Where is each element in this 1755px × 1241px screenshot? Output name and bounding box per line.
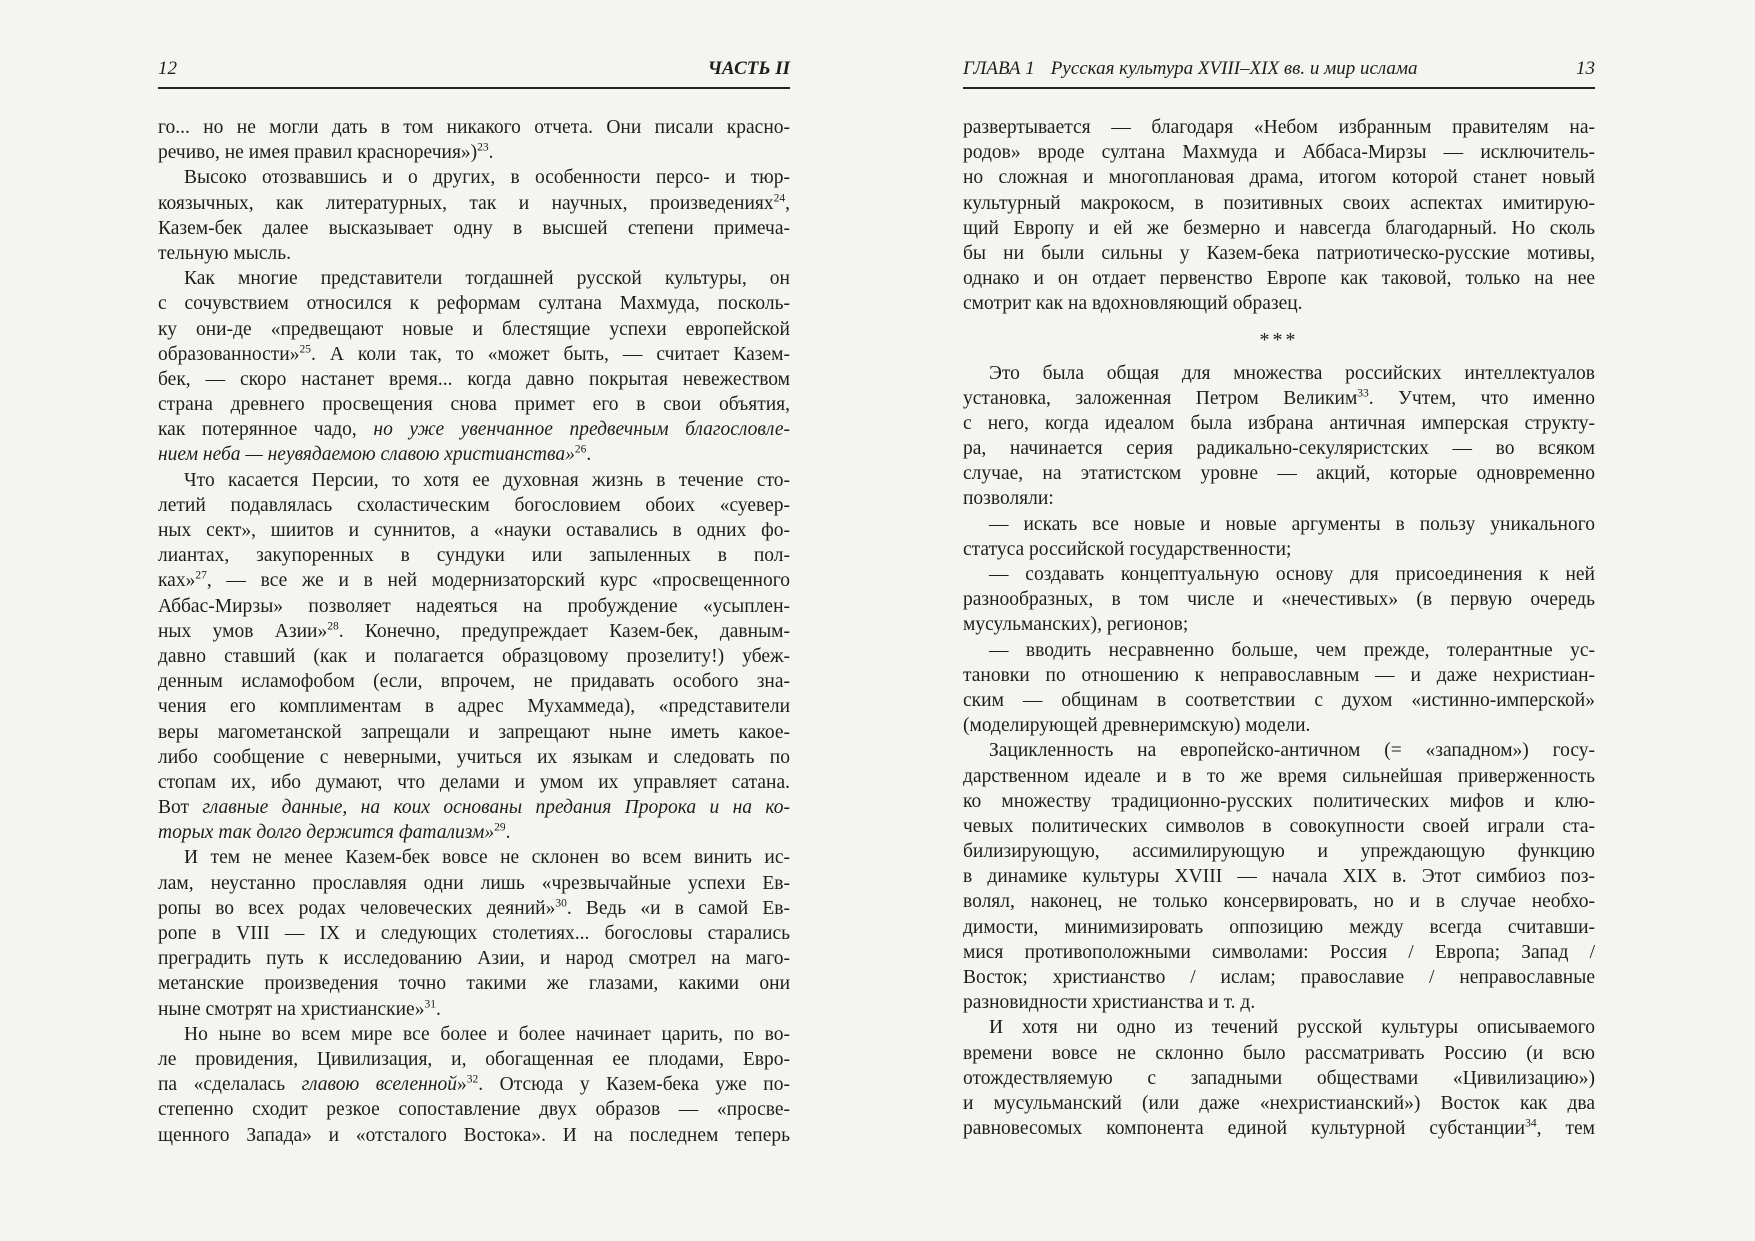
text-run: волял, наконец, не только консервировать, но и в случае необхо- bbox=[963, 891, 1595, 913]
text-run: Но ныне во всем мире все более и более начинает царить, по во- bbox=[184, 1023, 790, 1045]
text-run: Вот bbox=[158, 797, 203, 819]
text-run: и мусульманский (или даже «нехристианский») Восток как два bbox=[963, 1092, 1595, 1114]
text-run: . Учтем, что именно bbox=[1368, 387, 1595, 409]
footnote-ref: 26 bbox=[574, 443, 587, 456]
text-line bbox=[963, 266, 1595, 291]
text-run: го... но не могли дать в том никакого отчета. Они писали красно- bbox=[158, 117, 790, 138]
text-run: ропы во всех родах человеческих деяний» bbox=[158, 897, 556, 919]
text-run: давно ставший (как и полагается образцовому прозелиту!) убеж- bbox=[158, 645, 790, 667]
text-line bbox=[963, 940, 1595, 965]
text-run: нием неба — неувядаемою славою христианства» bbox=[158, 444, 575, 466]
text-line bbox=[963, 165, 1595, 190]
text-run: денным исламофобом (если, впрочем, не придавать особого зна- bbox=[158, 671, 790, 693]
chapter-title: Русская культура XVIII–XIX вв. и мир ислама bbox=[1050, 58, 1418, 79]
text-run: веры магометанской запрещали и запрещают ныне иметь какое- bbox=[158, 721, 790, 743]
text-run: па «сделалась bbox=[158, 1074, 302, 1096]
text-run: торых так долго держится фатализм» bbox=[158, 822, 495, 844]
text-run: — искать все новые и новые аргументы в пользу уникального bbox=[989, 513, 1595, 535]
text-run: либо сообщение с неверными, учиться их языкам и следовать по bbox=[158, 746, 790, 768]
running-title-chapter bbox=[963, 58, 1418, 80]
text-run: . bbox=[505, 822, 511, 844]
text-line bbox=[963, 1116, 1595, 1141]
right-page-body bbox=[963, 115, 1595, 1141]
text-run: но уже увенчанное предвечным благословле- bbox=[373, 419, 791, 441]
text-run: лиантах, закупоренных в сундуки или запыленных в пол- bbox=[158, 545, 790, 567]
text-run: . bbox=[586, 444, 592, 466]
text-line bbox=[158, 191, 790, 216]
text-run: Казем-бек далее высказывает одну в высшей степени примеча- bbox=[158, 217, 790, 239]
text-run: но сложная и многоплановая драма, итогом которой станет новый bbox=[963, 167, 1595, 189]
text-run: Как многие представители тогдашней русской культуры, он bbox=[184, 268, 790, 290]
text-line bbox=[963, 738, 1595, 763]
footnote-ref: 32 bbox=[466, 1073, 479, 1086]
text-run: — вводить несравненно больше, чем прежде, толерантные ус- bbox=[989, 639, 1595, 661]
text-line bbox=[158, 720, 790, 745]
text-line bbox=[963, 1015, 1595, 1040]
page-number-left: 12 bbox=[158, 58, 177, 79]
text-line bbox=[158, 619, 790, 644]
text-run: чения его комплиментам в адрес Мухаммеда), «представители bbox=[158, 696, 790, 718]
text-line bbox=[963, 241, 1595, 266]
text-run: культурный макрокосм, в позитивных своих аспектах имитирую- bbox=[963, 192, 1595, 214]
text-run: Высоко отозвавшись и о других, в особенности персо- и тюр- bbox=[184, 167, 790, 189]
running-title-part: ЧАСТЬ II bbox=[707, 58, 790, 79]
text-run: димости, минимизировать оппозицию между всегда считавши- bbox=[963, 916, 1595, 938]
text-line bbox=[158, 543, 790, 568]
text-run: лам, неустанно прославляя одни лишь «чрезвычайные успехи Ев- bbox=[158, 872, 790, 894]
text-line bbox=[963, 216, 1595, 241]
footnote-ref: 24 bbox=[773, 192, 786, 205]
text-run: ра, начинается серия радикально-секуляристских — во всяком bbox=[963, 438, 1595, 460]
text-line bbox=[963, 663, 1595, 688]
text-run: . Отсюда у Казем-бека уже по- bbox=[478, 1074, 790, 1096]
text-run: степенно сходит резкое сопоставление двух образов — «просве- bbox=[158, 1099, 790, 1121]
text-run: ку они-де «предвещают новые и блестящие успехи европейской bbox=[158, 318, 790, 340]
text-line bbox=[158, 644, 790, 669]
footnote-ref: 34 bbox=[1525, 1117, 1537, 1130]
text-line bbox=[158, 140, 790, 165]
text-run: И тем не менее Казем-бек вовсе не склонен во всем винить ис- bbox=[184, 847, 790, 869]
text-line bbox=[158, 518, 790, 543]
text-line bbox=[963, 411, 1595, 436]
text-line bbox=[158, 997, 790, 1022]
text-run: коязычных, как литературных, так и научных, произведениях bbox=[158, 192, 774, 214]
text-run: родов» вроде султана Махмуда и Аббаса-Мирзы — исключитель- bbox=[963, 142, 1595, 164]
text-line bbox=[158, 241, 790, 266]
text-run: ках» bbox=[158, 570, 196, 592]
text-line bbox=[158, 317, 790, 342]
text-line bbox=[158, 165, 790, 190]
text-line bbox=[963, 291, 1595, 316]
text-run: — создавать концептуальную основу для присоединения к ней bbox=[989, 564, 1595, 585]
book-page-left bbox=[158, 0, 790, 1148]
text-line bbox=[158, 417, 790, 442]
text-line bbox=[158, 871, 790, 896]
text-line bbox=[963, 764, 1595, 789]
text-run: преградить путь к исследованию Азии, и народ смотрел на маго- bbox=[158, 948, 790, 970]
text-line bbox=[158, 1097, 790, 1122]
text-line bbox=[158, 921, 790, 946]
text-line bbox=[963, 361, 1595, 386]
text-line bbox=[158, 896, 790, 921]
text-line bbox=[158, 1047, 790, 1072]
footnote-ref: 23 bbox=[477, 141, 489, 154]
text-line bbox=[963, 839, 1595, 864]
text-line bbox=[158, 694, 790, 719]
page-number-right: 13 bbox=[1576, 58, 1595, 79]
text-line bbox=[158, 745, 790, 770]
text-run: статуса российской государственности; bbox=[963, 538, 1292, 560]
text-run: смотрит как на вдохновляющий образец. bbox=[963, 293, 1303, 315]
text-run: Зацикленность на европейско-античном (= «западном») госу- bbox=[989, 740, 1595, 762]
text-run: однако и он отдает первенство Европе как таковой, только на нее bbox=[963, 268, 1595, 290]
text-run: стопам их, ибо думают, что делами и умом их управляет сатана. bbox=[158, 771, 790, 793]
text-line bbox=[158, 367, 790, 392]
text-line bbox=[158, 795, 790, 820]
text-run: разнообразных, в том числе и «нечестивых» (в первую очередь bbox=[963, 589, 1595, 611]
text-run: . bbox=[435, 998, 441, 1020]
text-run: с него, когда идеалом была избрана античная имперская структу- bbox=[963, 412, 1595, 434]
text-run: ныне смотрят на христианские» bbox=[158, 998, 425, 1020]
text-run: щенного Запада» и «отсталого Востока». И на последнем теперь bbox=[158, 1124, 790, 1146]
footnote-ref: 28 bbox=[327, 620, 339, 633]
text-line bbox=[963, 965, 1595, 990]
text-line bbox=[158, 216, 790, 241]
text-line bbox=[158, 1072, 790, 1097]
text-line bbox=[158, 1123, 790, 1148]
text-run: дарственном идеале и в то же время сильнейшая приверженность bbox=[963, 765, 1595, 787]
text-line bbox=[963, 140, 1595, 165]
text-run: ко множеству традиционно-русских политических мифов и клю- bbox=[963, 790, 1595, 812]
text-line bbox=[963, 191, 1595, 216]
text-run: (моделирующей древнеримскую) модели. bbox=[963, 715, 1311, 737]
text-run: ных умов Азии» bbox=[158, 620, 328, 642]
text-run: мися противоположными символами: Россия / Европа; Запад / bbox=[963, 941, 1595, 963]
text-run: чевых политических символов в совокупности своей играли ста- bbox=[963, 815, 1595, 837]
text-run: . А коли так, то «может быть, — считает Казем- bbox=[311, 343, 790, 365]
footnote-ref: 30 bbox=[555, 897, 567, 910]
right-page-header bbox=[963, 58, 1595, 89]
text-line bbox=[158, 291, 790, 316]
text-run: ропе в VIII — IX и следующих столетиях... богословы старались bbox=[158, 923, 790, 944]
text-line bbox=[158, 845, 790, 870]
text-line bbox=[963, 864, 1595, 889]
footnote-ref: 27 bbox=[195, 569, 207, 582]
text-line bbox=[963, 713, 1595, 738]
text-run: случае, на этатистском уровне — акций, которые одновременно bbox=[963, 463, 1595, 485]
text-line bbox=[963, 115, 1595, 140]
text-line bbox=[158, 468, 790, 493]
text-line bbox=[963, 486, 1595, 511]
text-run: в динамике культуры XVIII — начала XIX в. Этот симбиоз поз- bbox=[963, 866, 1595, 888]
section-separator: *** bbox=[1259, 328, 1299, 351]
text-run: метанские произведения точно такими же глазами, какими они bbox=[158, 973, 790, 995]
text-line bbox=[158, 820, 790, 845]
chapter-label: ГЛАВА 1 bbox=[963, 58, 1035, 79]
text-run: . bbox=[488, 142, 494, 164]
text-line bbox=[963, 1091, 1595, 1116]
text-run: , — все же и в ней модернизаторский курс «просвещенного bbox=[206, 570, 790, 592]
text-line bbox=[158, 770, 790, 795]
book-page-right bbox=[963, 0, 1595, 1141]
text-run: главные данные, на коих основаны предания Пророка и на ко- bbox=[202, 797, 790, 819]
text-line bbox=[158, 669, 790, 694]
text-run: . Конечно, предупреждает Казем-бек, давным- bbox=[338, 620, 791, 642]
text-run: тановки по отношению к неправославным — и даже нехристиан- bbox=[963, 664, 1595, 686]
text-line bbox=[158, 392, 790, 417]
text-run: равновесомых компонента единой культурной субстанции bbox=[963, 1118, 1526, 1140]
text-run: щий Европу и ей же безмерно и навсегда благодарный. Но сколь bbox=[963, 217, 1595, 239]
text-run: И хотя ни одно из течений русской культуры описываемого bbox=[989, 1017, 1595, 1039]
text-line bbox=[158, 568, 790, 593]
text-line bbox=[963, 638, 1595, 663]
text-line bbox=[963, 512, 1595, 537]
text-run: , bbox=[785, 192, 790, 214]
text-run: как потерянное чадо, bbox=[158, 419, 374, 441]
text-run: образованности» bbox=[158, 343, 300, 365]
text-line bbox=[963, 789, 1595, 814]
footnote-ref: 25 bbox=[299, 343, 311, 356]
text-run: ных сект», шиитов и суннитов, а «науки оставались в одних фо- bbox=[158, 520, 790, 541]
text-run: главою вселенной bbox=[301, 1074, 457, 1096]
text-line bbox=[963, 814, 1595, 839]
text-line bbox=[963, 889, 1595, 914]
text-run: Восток; христианство / ислам; православие / неправославные bbox=[963, 967, 1595, 988]
text-line bbox=[158, 115, 790, 140]
footnote-ref: 33 bbox=[1357, 387, 1369, 400]
text-run: Это была общая для множества российских интеллектуалов bbox=[989, 362, 1595, 384]
text-run: . Ведь «и в самой Ев- bbox=[566, 897, 790, 919]
text-run: , тем bbox=[1536, 1118, 1595, 1140]
text-run: летий подавлялась схоластическим богословием обоих «суевер- bbox=[158, 494, 790, 516]
text-run: тельную мысль. bbox=[158, 242, 292, 264]
text-line bbox=[158, 342, 790, 367]
text-line bbox=[963, 915, 1595, 940]
text-line bbox=[963, 688, 1595, 713]
text-line bbox=[963, 436, 1595, 461]
text-run: развертывается — благодаря «Небом избранным правителям на- bbox=[963, 117, 1595, 138]
text-line bbox=[963, 386, 1595, 411]
text-run: установка, заложенная Петром Великим bbox=[963, 387, 1358, 409]
text-line bbox=[963, 612, 1595, 637]
text-line bbox=[963, 1066, 1595, 1091]
left-page-header bbox=[158, 58, 790, 89]
left-page-body bbox=[158, 115, 790, 1148]
footnote-ref: 29 bbox=[494, 821, 506, 834]
text-run: Аббас-Мирзы» позволяет надеяться на пробуждение «усыплен- bbox=[158, 595, 790, 617]
text-line bbox=[158, 946, 790, 971]
footnote-ref: 31 bbox=[424, 998, 436, 1011]
text-run: бек, — скоро настанет время... когда давно покрытая невежеством bbox=[158, 368, 790, 390]
text-run: страна древнего просвещения снова примет его в свои объятия, bbox=[158, 394, 790, 416]
text-line bbox=[158, 1022, 790, 1047]
text-run: времени вовсе не склонно было рассматривать Россию (и всю bbox=[963, 1042, 1595, 1064]
text-run: бы ни были сильны у Казем-бека патриотическо-русские мотивы, bbox=[963, 242, 1595, 264]
text-line bbox=[158, 971, 790, 996]
text-line bbox=[158, 442, 790, 467]
text-run: ле провидения, Цивилизация, и, обогащенная ее плодами, Евро- bbox=[158, 1048, 790, 1070]
text-line bbox=[963, 537, 1595, 562]
text-line bbox=[963, 1041, 1595, 1066]
text-line bbox=[158, 266, 790, 291]
text-run: отождествляемую с западными обществами «Цивилизацию») bbox=[963, 1067, 1595, 1089]
text-line bbox=[963, 461, 1595, 486]
text-line bbox=[963, 562, 1595, 587]
text-line bbox=[158, 594, 790, 619]
text-run: билизирующую, ассимилирующую и упреждающую функцию bbox=[963, 841, 1595, 863]
text-run: с сочувствием относился к реформам султана Махмуда, посколь- bbox=[158, 293, 790, 315]
text-run: Что касается Персии, то хотя ее духовная жизнь в течение сто- bbox=[184, 469, 790, 491]
text-line bbox=[963, 587, 1595, 612]
text-run: ским — общинам в соответствии с духом «истинно-имперской» bbox=[963, 689, 1595, 711]
text-run: » bbox=[457, 1074, 467, 1096]
text-run: разновидности христианства и т. д. bbox=[963, 992, 1256, 1014]
text-run: речиво, не имея правил красноречия») bbox=[158, 142, 478, 164]
text-run: мусульманских), регионов; bbox=[963, 614, 1189, 636]
text-line bbox=[158, 493, 790, 518]
text-run: позволяли: bbox=[963, 488, 1054, 510]
text-line bbox=[963, 990, 1595, 1015]
